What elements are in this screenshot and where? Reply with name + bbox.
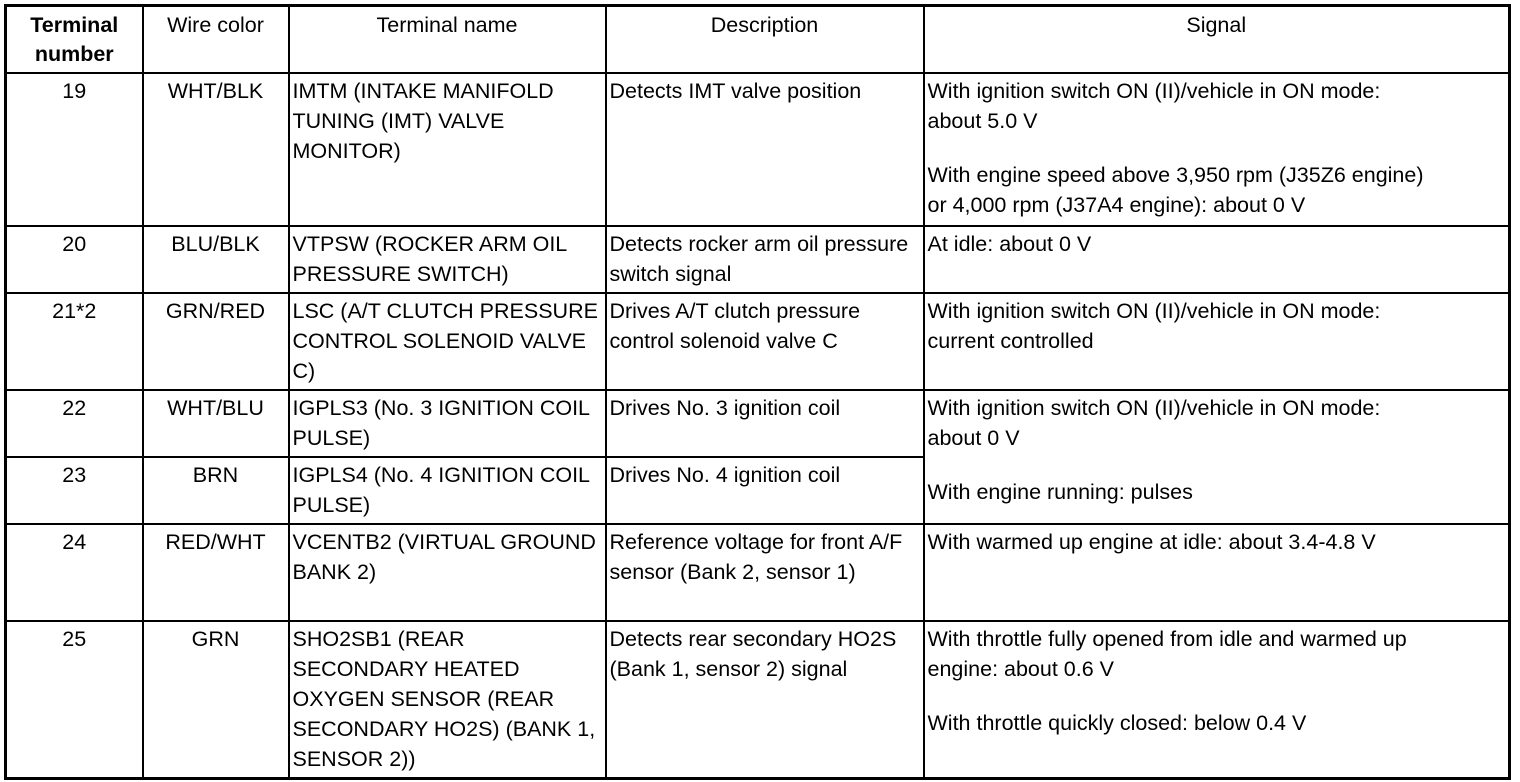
signal-line: With throttle fully opened from idle and warmed up <box>927 627 1407 651</box>
description: Drives A/T clutch pressure control solenoid valve C <box>606 293 924 390</box>
signal: At idle: about 0 V <box>924 226 1510 293</box>
header-description: Description <box>606 6 924 74</box>
header-terminal-name: Terminal name <box>289 6 606 74</box>
terminal-number: 22 <box>6 390 143 457</box>
table-row <box>6 390 1510 457</box>
table-row <box>6 621 1510 779</box>
terminal-name: VCENTB2 (VIRTUAL GROUND BANK 2) <box>289 524 606 621</box>
description: Detects rear secondary HO2S (Bank 1, sensor 2) signal <box>606 621 924 779</box>
terminal-name: VTPSW (ROCKER ARM OIL PRESSURE SWITCH) <box>289 226 606 293</box>
signal-line: With throttle quickly closed: below 0.4 V <box>927 711 1307 735</box>
terminal-table <box>4 4 1511 780</box>
terminal-number: 19 <box>6 73 143 226</box>
description: Detects rocker arm oil pressure switch signal <box>606 226 924 293</box>
terminal-name: SHO2SB1 (REAR SECONDARY HEATED OXYGEN SENSOR (REAR SECONDARY HO2S) (BANK 1, SENSOR 2)) <box>289 621 606 779</box>
wire-color: BLU/BLK <box>143 226 289 293</box>
terminal-name: LSC (A/T CLUTCH PRESSURE CONTROL SOLENOID VALVE C) <box>289 293 606 390</box>
signal-line: With ignition switch ON (II)/vehicle in ON mode: <box>927 299 1381 323</box>
signal <box>924 293 1510 390</box>
terminal-number: 24 <box>6 524 143 621</box>
signal: With warmed up engine at idle: about 3.4-4.8 V <box>924 524 1510 621</box>
header-row <box>6 6 1510 74</box>
table-row <box>6 226 1510 293</box>
description: Drives No. 3 ignition coil <box>606 390 924 457</box>
wire-color: BRN <box>143 457 289 524</box>
terminal-name: IGPLS3 (No. 3 IGNITION COIL PULSE) <box>289 390 606 457</box>
signal <box>924 390 1510 524</box>
signal-line: With ignition switch ON (II)/vehicle in ON mode: <box>927 79 1381 103</box>
header-signal: Signal <box>924 6 1510 74</box>
wire-color: GRN <box>143 621 289 779</box>
description: Reference voltage for front A/F sensor (Bank 2, sensor 1) <box>606 524 924 621</box>
terminal-number: 21*2 <box>6 293 143 390</box>
description: Detects IMT valve position <box>606 73 924 226</box>
table-row <box>6 524 1510 621</box>
signal-line: about 0 V <box>927 426 1020 450</box>
table-row <box>6 293 1510 390</box>
terminal-name: IGPLS4 (No. 4 IGNITION COIL PULSE) <box>289 457 606 524</box>
signal-line: engine: about 0.6 V <box>927 657 1114 681</box>
signal <box>924 73 1510 226</box>
table-row <box>6 73 1510 226</box>
signal-line: about 5.0 V <box>927 109 1038 133</box>
wire-color: GRN/RED <box>143 293 289 390</box>
terminal-number: 20 <box>6 226 143 293</box>
wire-color: RED/WHT <box>143 524 289 621</box>
description: Drives No. 4 ignition coil <box>606 457 924 524</box>
terminal-name: IMTM (INTAKE MANIFOLD TUNING (IMT) VALVE MONITOR) <box>289 73 606 226</box>
wire-color: WHT/BLK <box>143 73 289 226</box>
header-wire-color: Wire color <box>143 6 289 74</box>
signal-line: or 4,000 rpm (J37A4 engine): about 0 V <box>927 193 1306 217</box>
wire-color: WHT/BLU <box>143 390 289 457</box>
terminal-number: 23 <box>6 457 143 524</box>
signal-line: With engine running: pulses <box>927 480 1193 504</box>
signal <box>924 621 1510 779</box>
terminal-number: 25 <box>6 621 143 779</box>
signal-line: With ignition switch ON (II)/vehicle in ON mode: <box>927 396 1381 420</box>
signal-line: With engine speed above 3,950 rpm (J35Z6 engine) <box>927 163 1424 187</box>
signal-line: current controlled <box>927 329 1094 353</box>
header-terminal-number: Terminal number <box>6 6 143 74</box>
